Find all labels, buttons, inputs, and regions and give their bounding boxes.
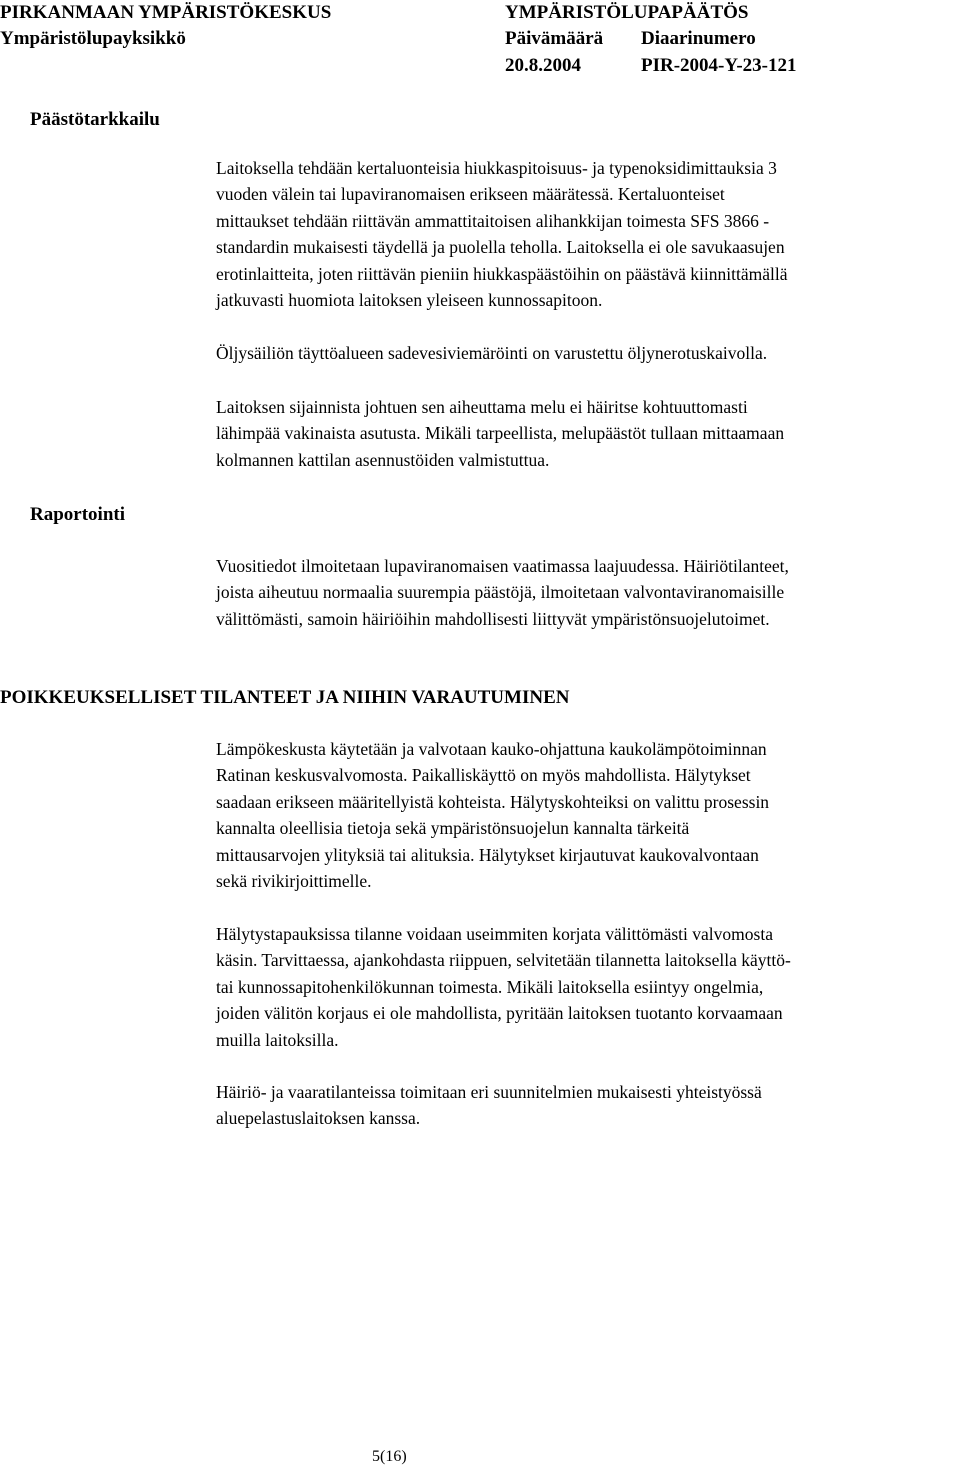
exceptional-situations-heading: POIKKEUKSELLISET TILANTEET JA NIIHIN VARAUTUMINEN [0, 687, 570, 708]
organization-name: PIRKANMAAN YMPÄRISTÖKESKUS [0, 2, 332, 23]
text-line: Lämpökeskusta käytetään ja valvotaan kauko-ohjattuna kaukolämpötoiminnan [216, 739, 767, 759]
text-line: Häiriö- ja vaaratilanteissa toimitaan eri suunnitelmien mukaisesti yhteistyössä [216, 1082, 762, 1102]
text-line: muilla laitoksilla. [216, 1029, 339, 1050]
text-line: käsin. Tarvittaessa, ajankohdasta riippuen, selvitetään tilannetta laitoksella käyttö- [216, 950, 791, 971]
page-number: 5(16) [372, 1448, 407, 1465]
unit-name: Ympäristölupayksikkö [0, 28, 186, 49]
document-type: YMPÄRISTÖLUPAPÄÄTÖS [505, 2, 749, 23]
text-line: joista aiheutuu normaalia suurempia päästöjä, ilmoitetaan valvontaviranomaisille [216, 582, 785, 603]
text-line: lähimpää vakinaista asutusta. Mikäli tarpeellista, melupäästöt tullaan mittaamaan [216, 423, 785, 444]
text-line: Laitoksella tehdään kertaluonteisia hiukkaspitoisuus- ja typenoksidimittauksia 3 [216, 158, 777, 178]
text-line: saadaan erikseen määritellyistä kohteista. Hälytyskohteiksi on valittu prosessin [216, 791, 770, 812]
exceptional-situations-paragraph-1 [216, 736, 938, 894]
record-number-label: Diaarinumero [641, 28, 756, 49]
text-line: Ratinan keskusvalvomosta. Paikalliskäyttö on myös mahdollista. Hälytykset [216, 765, 751, 786]
text-line: sekä rivikirjoittimelle. [216, 871, 372, 892]
text-line: standardin mukaisesti täydellä ja puolella teholla. Laitoksella ei ole savukaasujen [216, 237, 785, 258]
reporting-heading: Raportointi [30, 504, 125, 525]
text-line: mittausarvojen ylityksiä tai alituksia. Hälytykset kirjautuvat kaukovalvontaan [216, 844, 759, 865]
text-line: mittaukset tehdään riittävän ammattitaitoisen alihankkijan toimesta SFS 3866 - [216, 210, 770, 231]
date-label: Päivämäärä [505, 28, 604, 49]
text-line: kolmannen kattilan asennustöiden valmistuttua. [216, 449, 550, 470]
emission-monitoring-paragraph-2 [216, 340, 938, 366]
reporting-paragraph-1 [216, 553, 938, 632]
text-line: tai kunnossapitohenkilökunnan toimesta. Mikäli laitoksella esiintyy ongelmia, [216, 976, 764, 997]
emission-monitoring-paragraph-3 [216, 394, 938, 473]
text-line: jatkuvasti huomiota laitoksen yleiseen kunnossapitoon. [216, 290, 603, 311]
text-line: vuoden välein tai lupaviranomaisen erikseen määrätessä. Kertaluonteiset [216, 184, 725, 205]
text-line: aluepelastuslaitoksen kanssa. [216, 1108, 421, 1129]
exceptional-situations-paragraph-3 [216, 1079, 938, 1132]
text-line: Öljysäiliön täyttöalueen sadevesiviemäröinti on varustettu öljynerotuskaivolla. [216, 343, 768, 363]
date-value: 20.8.2004 [505, 55, 581, 76]
text-line: kannalta oleellisia tietoja sekä ympäristönsuojelun kannalta tärkeitä [216, 818, 690, 839]
record-number-value: PIR-2004-Y-23-121 [641, 55, 797, 76]
text-line: joiden välitön korjaus ei ole mahdollista, pyritään laitoksen tuotanto korvaamaan [216, 1003, 783, 1024]
text-line: erotinlaitteita, joten riittävän pieniin hiukkaspäästöihin on päästävä kiinnittämällä [216, 263, 788, 284]
emission-monitoring-heading: Päästötarkkailu [30, 109, 160, 130]
text-line: välittömästi, samoin häiriöihin mahdollisesti liittyvät ympäristönsuojelutoimet. [216, 608, 770, 629]
text-line: Laitoksen sijainnista johtuen sen aiheuttama melu ei häiritse kohtuuttomasti [216, 397, 748, 417]
emission-monitoring-paragraph-1 [216, 155, 938, 313]
text-line: Vuositiedot ilmoitetaan lupaviranomaisen vaatimassa laajuudessa. Häiriötilanteet, [216, 556, 789, 576]
text-line: Hälytystapauksissa tilanne voidaan useimmiten korjata välittömästi valvomosta [216, 924, 773, 944]
exceptional-situations-paragraph-2 [216, 921, 938, 1053]
